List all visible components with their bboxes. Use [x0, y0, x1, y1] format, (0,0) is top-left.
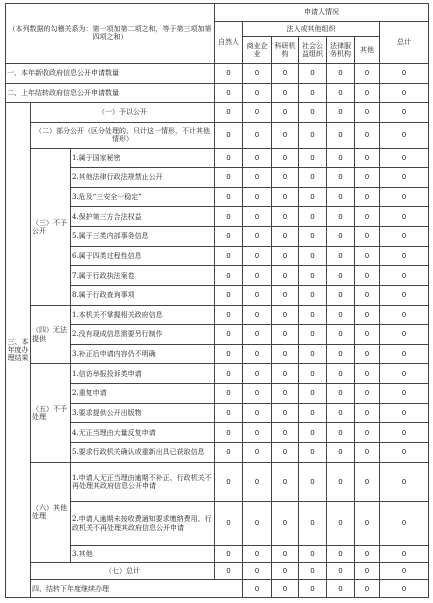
- value-cell: 0: [380, 63, 429, 83]
- value-cell: 0: [327, 403, 355, 423]
- label-new-requests: 一、本年新收政府信息公开申请数量: [6, 63, 215, 83]
- value-cell: 0: [299, 148, 327, 168]
- value-cell: 0: [215, 266, 243, 286]
- value-cell: 0: [327, 168, 355, 188]
- value-cell: 0: [327, 305, 355, 325]
- category-label: 8.属于行政查询事项: [71, 285, 215, 305]
- value-cell: 0: [380, 364, 429, 384]
- value-cell: 0: [272, 501, 299, 545]
- value-cell: 0: [243, 122, 272, 148]
- header-research: 科研机构: [272, 37, 299, 64]
- value-cell: 0: [272, 325, 299, 345]
- value-cell: 0: [299, 403, 327, 423]
- value-cell: 0: [355, 403, 380, 423]
- value-cell: 0: [299, 384, 327, 404]
- value-cell: 0: [355, 122, 380, 148]
- label-carry-next: 四、结转下年度继续办理: [31, 580, 243, 598]
- value-cell: 0: [355, 562, 380, 580]
- value-cell: 0: [215, 462, 243, 501]
- value-cell: 0: [355, 227, 380, 247]
- value-cell: 0: [327, 246, 355, 266]
- value-cell: 0: [380, 122, 429, 148]
- value-cell: 0: [243, 501, 272, 545]
- value-cell: 0: [243, 305, 272, 325]
- value-cell: 0: [272, 103, 299, 123]
- value-cell: 0: [272, 227, 299, 247]
- not-public-row: [6, 148, 429, 168]
- value-cell: 0: [215, 122, 243, 148]
- value-cell: 0: [380, 207, 429, 227]
- value-cell: 0: [272, 266, 299, 286]
- category-label: 1.本机关不掌握相关政府信息: [71, 305, 215, 325]
- value-cell: 0: [299, 266, 327, 286]
- value-cell: 0: [380, 305, 429, 325]
- label-total: （七）总计: [31, 562, 215, 580]
- category-label: 6.属于四类过程性信息: [71, 246, 215, 266]
- unable-row: [6, 305, 429, 325]
- value-cell: 0: [272, 63, 299, 83]
- value-cell: 0: [380, 580, 429, 598]
- value-cell: 0: [299, 246, 327, 266]
- value-cell: 0: [327, 103, 355, 123]
- header-legal-group: 法人或其他组织: [243, 21, 380, 36]
- value-cell: 0: [327, 63, 355, 83]
- value-cell: 0: [299, 207, 327, 227]
- value-cell: 0: [380, 442, 429, 462]
- value-cell: 0: [272, 187, 299, 207]
- header-social: 社会公益组织: [299, 37, 327, 64]
- value-cell: 0: [243, 462, 272, 501]
- header-commercial: 商业企业: [243, 37, 272, 64]
- row-total: [6, 562, 429, 580]
- value-cell: 0: [327, 344, 355, 364]
- header-legal-service: 法律服务机构: [327, 37, 355, 64]
- value-cell: 0: [355, 187, 380, 207]
- value-cell: 0: [243, 227, 272, 247]
- value-cell: 0: [243, 384, 272, 404]
- category-label: 5.属于三类内部事务信息: [71, 227, 215, 247]
- category-label: 1.申请人无正当理由逾期不补正、行政机关不再处理其政府信息公开申请: [71, 462, 215, 501]
- value-cell: 0: [380, 403, 429, 423]
- header-natural-person: 自然人: [215, 21, 243, 63]
- value-cell: 0: [355, 168, 380, 188]
- value-cell: 0: [299, 442, 327, 462]
- value-cell: 0: [243, 546, 272, 563]
- value-cell: 0: [215, 562, 243, 580]
- value-cell: 0: [380, 266, 429, 286]
- value-cell: 0: [380, 462, 429, 501]
- value-cell: 0: [272, 344, 299, 364]
- row-carryover: [6, 83, 429, 103]
- value-cell: 0: [380, 246, 429, 266]
- value-cell: 0: [299, 325, 327, 345]
- value-cell: 0: [299, 344, 327, 364]
- value-cell: 0: [355, 462, 380, 501]
- value-cell: 0: [272, 305, 299, 325]
- value-cell: 0: [215, 403, 243, 423]
- value-cell: 0: [272, 83, 299, 103]
- value-cell: 0: [327, 384, 355, 404]
- value-cell: 0: [327, 442, 355, 462]
- category-label: 7.属于行政执法案卷: [71, 266, 215, 286]
- value-cell: 0: [327, 580, 355, 598]
- value-cell: 0: [299, 227, 327, 247]
- value-cell: 0: [327, 83, 355, 103]
- value-cell: 0: [272, 562, 299, 580]
- value-cell: 0: [272, 207, 299, 227]
- header-note: （本列数据的勾稽关系为：第一项加第二项之和，等于第三项加第四项之和）: [6, 4, 215, 64]
- value-cell: 0: [355, 442, 380, 462]
- value-cell: 0: [299, 562, 327, 580]
- row-new-requests: [6, 63, 429, 83]
- value-cell: 0: [327, 462, 355, 501]
- value-cell: 0: [243, 364, 272, 384]
- value-cell: 0: [355, 305, 380, 325]
- gov-info-disclosure-table: [5, 3, 429, 598]
- value-cell: 0: [215, 246, 243, 266]
- value-cell: 0: [272, 442, 299, 462]
- value-cell: 0: [215, 442, 243, 462]
- value-cell: 0: [355, 580, 380, 598]
- value-cell: 0: [215, 325, 243, 345]
- value-cell: 0: [355, 325, 380, 345]
- value-cell: 0: [272, 403, 299, 423]
- value-cell: 0: [355, 344, 380, 364]
- row-public: [6, 103, 429, 123]
- row-carry-next: [6, 580, 429, 598]
- value-cell: 0: [355, 246, 380, 266]
- label-unable: （四）无法提供: [31, 305, 71, 364]
- value-cell: 0: [243, 285, 272, 305]
- value-cell: 0: [380, 423, 429, 443]
- value-cell: 0: [355, 207, 380, 227]
- value-cell: 0: [327, 207, 355, 227]
- value-cell: 0: [243, 168, 272, 188]
- value-cell: 0: [327, 562, 355, 580]
- value-cell: 0: [215, 103, 243, 123]
- value-cell: 0: [327, 122, 355, 148]
- value-cell: 0: [272, 580, 299, 598]
- label-section3: 三、本年度办理结果: [6, 103, 31, 598]
- value-cell: 0: [215, 285, 243, 305]
- value-cell: 0: [355, 546, 380, 563]
- label-carryover: 二、上年结转政府信息公开申请数量: [6, 83, 215, 103]
- header-total: 总计: [380, 21, 429, 63]
- category-label: 1.属于国家秘密: [71, 148, 215, 168]
- value-cell: 0: [272, 423, 299, 443]
- value-cell: 0: [299, 285, 327, 305]
- value-cell: 0: [243, 207, 272, 227]
- header-row-1: [6, 4, 429, 22]
- value-cell: 0: [355, 83, 380, 103]
- value-cell: 0: [243, 423, 272, 443]
- value-cell: 0: [380, 148, 429, 168]
- value-cell: 0: [243, 403, 272, 423]
- value-cell: 0: [380, 344, 429, 364]
- value-cell: 0: [272, 462, 299, 501]
- value-cell: 0: [299, 364, 327, 384]
- value-cell: 0: [299, 168, 327, 188]
- value-cell: 0: [299, 63, 327, 83]
- category-label: 3.其他: [71, 546, 215, 563]
- value-cell: 0: [380, 168, 429, 188]
- value-cell: 0: [380, 285, 429, 305]
- value-cell: 0: [327, 285, 355, 305]
- value-cell: 0: [215, 305, 243, 325]
- value-cell: 0: [243, 103, 272, 123]
- value-cell: 0: [299, 580, 327, 598]
- category-label: 5.要求行政机关确认或重新出具已获取信息: [71, 442, 215, 462]
- value-cell: 0: [215, 364, 243, 384]
- category-label: 1.信访举报投诉类申请: [71, 364, 215, 384]
- label-public: （一）予以公开: [31, 103, 215, 123]
- value-cell: 0: [327, 546, 355, 563]
- value-cell: 0: [215, 546, 243, 563]
- value-cell: 0: [299, 305, 327, 325]
- value-cell: 0: [299, 187, 327, 207]
- not-processed-row: [6, 364, 429, 384]
- value-cell: 0: [215, 227, 243, 247]
- category-label: 2.申请人逾期未按收费通知要求缴纳费用、行政机关不再处理其政府信息公开申请: [71, 501, 215, 545]
- value-cell: 0: [380, 384, 429, 404]
- category-label: 2.重复申请: [71, 384, 215, 404]
- value-cell: 0: [355, 63, 380, 83]
- value-cell: 0: [215, 187, 243, 207]
- value-cell: 0: [215, 344, 243, 364]
- value-cell: 0: [243, 83, 272, 103]
- value-cell: 0: [243, 266, 272, 286]
- value-cell: 0: [327, 423, 355, 443]
- value-cell: 0: [272, 546, 299, 563]
- value-cell: 0: [243, 344, 272, 364]
- value-cell: 0: [380, 187, 429, 207]
- value-cell: 0: [215, 423, 243, 443]
- value-cell: 0: [215, 501, 243, 545]
- category-label: 2.其他法律行政法规禁止公开: [71, 168, 215, 188]
- label-not-processed: （五）不予处理: [31, 364, 71, 462]
- value-cell: 0: [272, 168, 299, 188]
- value-cell: 0: [380, 501, 429, 545]
- value-cell: 0: [299, 423, 327, 443]
- value-cell: 0: [243, 63, 272, 83]
- value-cell: 0: [327, 325, 355, 345]
- category-label: 2.没有现成信息需要另行制作: [71, 325, 215, 345]
- value-cell: 0: [215, 83, 243, 103]
- value-cell: 0: [272, 285, 299, 305]
- row-partial: [6, 122, 429, 148]
- value-cell: 0: [215, 384, 243, 404]
- value-cell: 0: [272, 148, 299, 168]
- value-cell: 0: [380, 546, 429, 563]
- label-not-public: （三）不予公开: [31, 148, 71, 305]
- value-cell: 0: [355, 384, 380, 404]
- value-cell: 0: [327, 227, 355, 247]
- value-cell: 0: [355, 103, 380, 123]
- value-cell: 0: [380, 83, 429, 103]
- value-cell: 0: [272, 122, 299, 148]
- value-cell: 0: [215, 63, 243, 83]
- value-cell: 0: [299, 122, 327, 148]
- value-cell: 0: [243, 442, 272, 462]
- value-cell: 0: [380, 325, 429, 345]
- category-label: 4.无正当理由大量反复申请: [71, 423, 215, 443]
- value-cell: 0: [355, 266, 380, 286]
- category-label: 3.要求提供公开出版物: [71, 403, 215, 423]
- value-cell: 0: [243, 187, 272, 207]
- value-cell: 0: [272, 384, 299, 404]
- value-cell: 0: [243, 325, 272, 345]
- value-cell: 0: [243, 580, 272, 598]
- value-cell: 0: [327, 266, 355, 286]
- value-cell: 0: [243, 246, 272, 266]
- value-cell: 0: [355, 423, 380, 443]
- label-partial: （二）部分公开（区分处理的，只计这一情形，不计其他情形）: [31, 122, 215, 148]
- value-cell: 0: [355, 501, 380, 545]
- value-cell: 0: [380, 562, 429, 580]
- value-cell: 0: [299, 462, 327, 501]
- value-cell: 0: [299, 83, 327, 103]
- value-cell: 0: [327, 148, 355, 168]
- value-cell: 0: [215, 168, 243, 188]
- value-cell: 0: [355, 148, 380, 168]
- label-other-handling: （六）其他处理: [31, 462, 71, 562]
- value-cell: 0: [272, 364, 299, 384]
- value-cell: 0: [380, 227, 429, 247]
- other-handling-row: [6, 462, 429, 501]
- value-cell: 0: [299, 546, 327, 563]
- category-label: 3.补正后申请内容仍不明确: [71, 344, 215, 364]
- value-cell: 0: [327, 501, 355, 545]
- value-cell: 0: [327, 364, 355, 384]
- category-label: 4.保护第三方合法权益: [71, 207, 215, 227]
- value-cell: 0: [355, 364, 380, 384]
- value-cell: 0: [215, 148, 243, 168]
- category-label: 3.危及“三安全一稳定”: [71, 187, 215, 207]
- value-cell: 0: [355, 285, 380, 305]
- value-cell: 0: [380, 103, 429, 123]
- value-cell: 0: [243, 562, 272, 580]
- value-cell: 0: [215, 207, 243, 227]
- value-cell: 0: [299, 501, 327, 545]
- value-cell: 0: [243, 148, 272, 168]
- header-other: 其他: [355, 37, 380, 64]
- value-cell: 0: [272, 246, 299, 266]
- value-cell: 0: [327, 187, 355, 207]
- header-applicant: 申请人情况: [215, 4, 429, 22]
- value-cell: 0: [299, 103, 327, 123]
